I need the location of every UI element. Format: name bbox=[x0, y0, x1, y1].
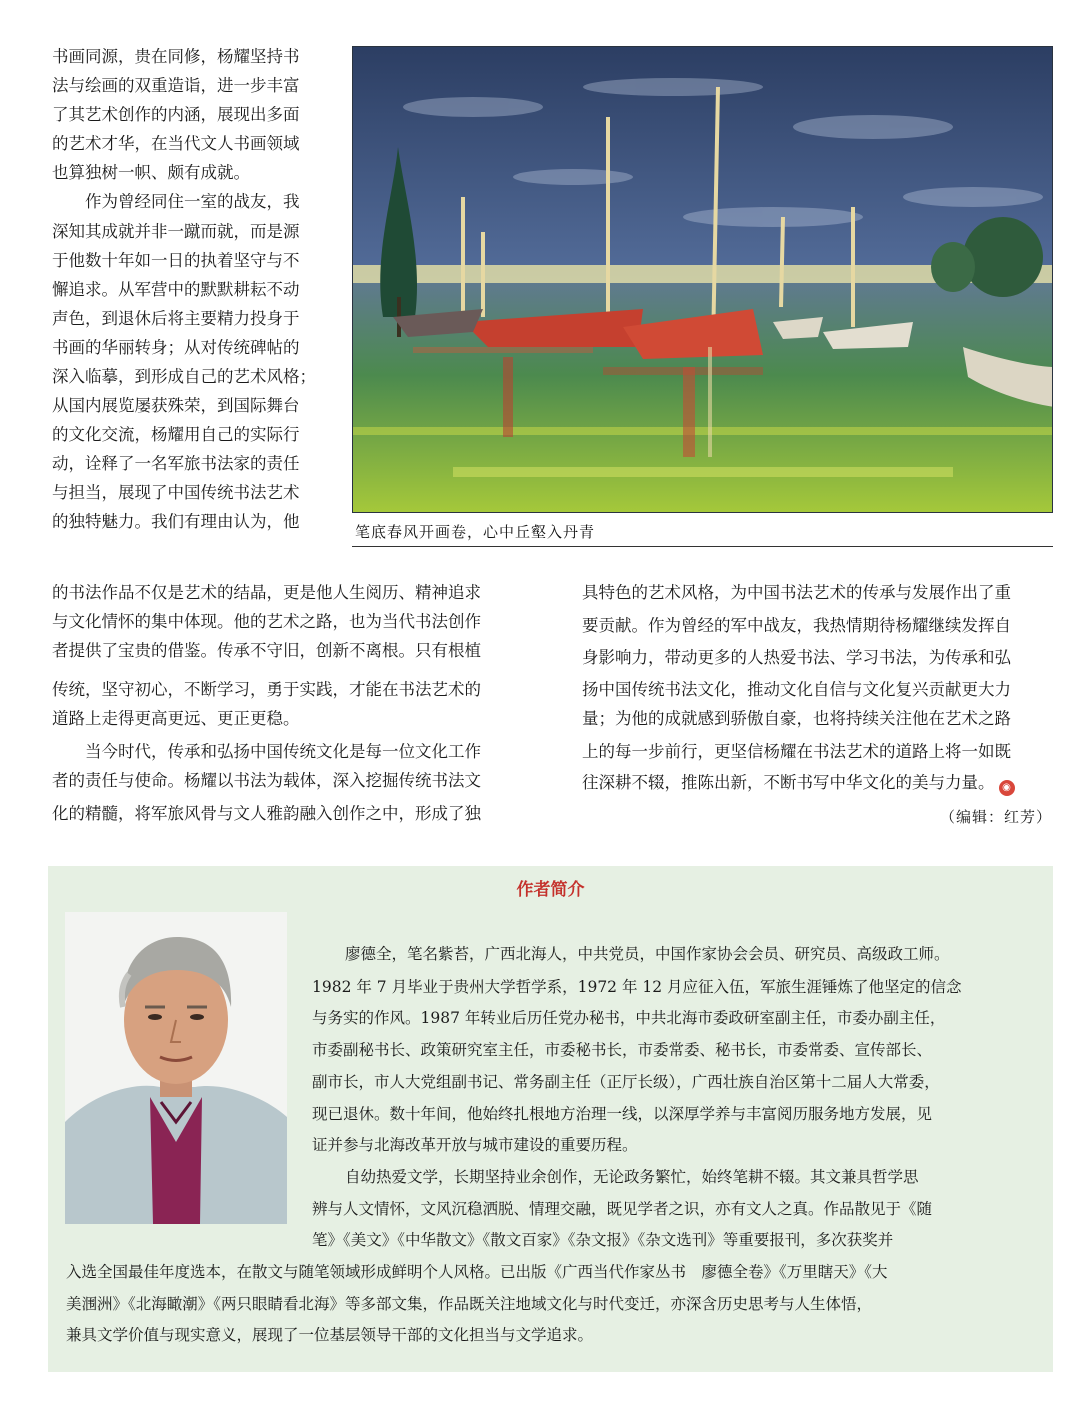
paragraph-line: 化的精髓，将军旅风骨与文人雅韵融入创作之中，形成了独 bbox=[52, 804, 481, 823]
paragraph-line: 声色，到退休后将主要精力投身于 bbox=[52, 309, 300, 328]
paragraph-line: 要贡献。作为曾经的军中战友，我热情期待杨耀继续发挥自 bbox=[582, 616, 1011, 635]
paragraph-line: 动，诠释了一名军旅书法家的责任 bbox=[52, 454, 300, 473]
bio-line: 兼具文学价值与现实意义，展现了一位基层领导干部的文化担当与文学追求。 bbox=[66, 1326, 594, 1344]
paragraph-line: 上的每一步前行，更坚信杨耀在书法艺术的道路上将一如既 bbox=[582, 742, 1011, 761]
bio-line: 辨与人文情怀，文风沉稳洒脱、情理交融，既见学者之识，亦有文人之真。作品散见于《随 bbox=[312, 1200, 933, 1218]
bio-line: 美涠洲》《北海瞰潮》《两只眼睛看北海》等多部文集，作品既关注地域文化与时代变迁，亦深含历史思考与人生体悟， bbox=[66, 1295, 873, 1313]
paragraph-line: 也算独树一帜、颇有成就。 bbox=[52, 163, 250, 182]
bio-title: 作者简介 bbox=[516, 880, 585, 900]
bio-line: 1982 年 7 月毕业于贵州大学哲学系，1972 年 12 月应征入伍，军旅生涯锤炼了他坚定的信念 bbox=[312, 978, 962, 996]
caption-divider bbox=[352, 546, 1053, 547]
paragraph-line: 道路上走得更高更远、更正更稳。 bbox=[52, 709, 300, 728]
paragraph-line: 与担当，展现了中国传统书法艺术 bbox=[52, 483, 300, 502]
paragraph-line: 身影响力，带动更多的人热爱书法、学习书法，为传承和弘 bbox=[582, 648, 1011, 667]
paragraph-line: 书画的华丽转身；从对传统碑帖的 bbox=[52, 338, 300, 357]
paragraph-line: 深知其成就并非一蹴而就，而是源 bbox=[52, 222, 300, 241]
bio-line: 与务实的作风。1987 年转业后历任党办秘书，中共北海市委政研室副主任，市委办副主任， bbox=[312, 1009, 946, 1027]
paragraph-line: 与文化情怀的集中体现。他的艺术之路，也为当代书法创作 bbox=[52, 612, 481, 631]
paragraph-line: 深入临摹，到形成自己的艺术风格； bbox=[52, 367, 316, 386]
paragraph-line: 了其艺术创作的内涵，展现出多面 bbox=[52, 105, 300, 124]
painting-image bbox=[352, 46, 1053, 513]
paragraph-line: 的书法作品不仅是艺术的结晶，更是他人生阅历、精神追求 bbox=[52, 583, 481, 602]
paragraph-line: 者的责任与使命。杨耀以书法为载体，深入挖掘传统书法文 bbox=[52, 771, 481, 790]
paragraph-line: 于他数十年如一日的执着坚守与不 bbox=[52, 251, 300, 270]
paragraph-line: 传统，坚守初心，不断学习，勇于实践，才能在书法艺术的 bbox=[52, 680, 481, 699]
paragraph-line: 者提供了宝贵的借鉴。传承不守旧，创新不离根。只有根植 bbox=[52, 641, 481, 660]
paragraph-line-text: 往深耕不辍，推陈出新，不断书写中华文化的美与力量。 bbox=[582, 773, 995, 792]
bio-line: 市委副秘书长、政策研究室主任，市委秘书长，市委常委、秘书长，市委常委、宣传部长、 bbox=[312, 1041, 933, 1059]
bio-line: 入选全国最佳年度选本，在散文与随笔领域形成鲜明个人风格。已出版《广西当代作家丛书 廖德全卷》《万里瞎天》《大 bbox=[66, 1263, 888, 1281]
paragraph-line: 的艺术才华，在当代文人书画领域 bbox=[52, 134, 300, 153]
bio-line: 副市长，市人大党组副书记、常务副主任（正厅长级），广西壮族自治区第十二届人大常委， bbox=[312, 1073, 940, 1091]
author-portrait bbox=[65, 912, 287, 1224]
bio-line: 笔》《美文》《中华散文》《散文百家》《杂文报》《杂文选刊》等重要报刊，多次获奖并 bbox=[312, 1231, 894, 1249]
paragraph-line: 作为曾经同住一室的战友，我 bbox=[85, 192, 300, 211]
end-mark-icon: ◉ bbox=[999, 780, 1015, 796]
paragraph-line: 从国内展览屡获殊荣，到国际舞台 bbox=[52, 396, 300, 415]
paragraph-line: 扬中国传统书法文化，推动文化自信与文化复兴贡献更大力 bbox=[582, 680, 1011, 699]
bio-line: 自幼热爱文学，长期坚持业余创作，无论政务繁忙，始终笔耕不辍。其文兼具哲学思 bbox=[345, 1168, 919, 1186]
bio-line: 现已退休。数十年间，他始终扎根地方治理一线，以深厚学养与丰富阅历服务地方发展，见 bbox=[312, 1105, 933, 1123]
paragraph-line: 的独特魅力。我们有理由认为，他 bbox=[52, 512, 300, 531]
paragraph-line: 具特色的艺术风格，为中国书法艺术的传承与发展作出了重 bbox=[582, 583, 1011, 602]
bio-line: 证并参与北海改革开放与城市建设的重要历程。 bbox=[312, 1136, 638, 1154]
paragraph-line: 当今时代，传承和弘扬中国传统文化是每一位文化工作 bbox=[85, 742, 481, 761]
paragraph-line bbox=[582, 772, 1015, 796]
paragraph-line: 懈追求。从军营中的默默耕耘不动 bbox=[52, 280, 300, 299]
paragraph-line: 法与绘画的双重造诣，进一步丰富 bbox=[52, 76, 300, 95]
painting-caption: 笔底春风开画卷，心中丘壑入丹青 bbox=[355, 523, 596, 541]
bio-line: 廖德全，笔名紫苔，广西北海人，中共党员，中国作家协会会员、研究员、高级政工师。 bbox=[345, 945, 950, 963]
paragraph-line: 书画同源，贵在同修，杨耀坚持书 bbox=[52, 47, 300, 66]
editor-credit: （编辑：红芳） bbox=[940, 808, 1053, 826]
paragraph-line: 量；为他的成就感到骄傲自豪，也将持续关注他在艺术之路 bbox=[582, 709, 1011, 728]
paragraph-line: 的文化交流，杨耀用自己的实际行 bbox=[52, 425, 300, 444]
